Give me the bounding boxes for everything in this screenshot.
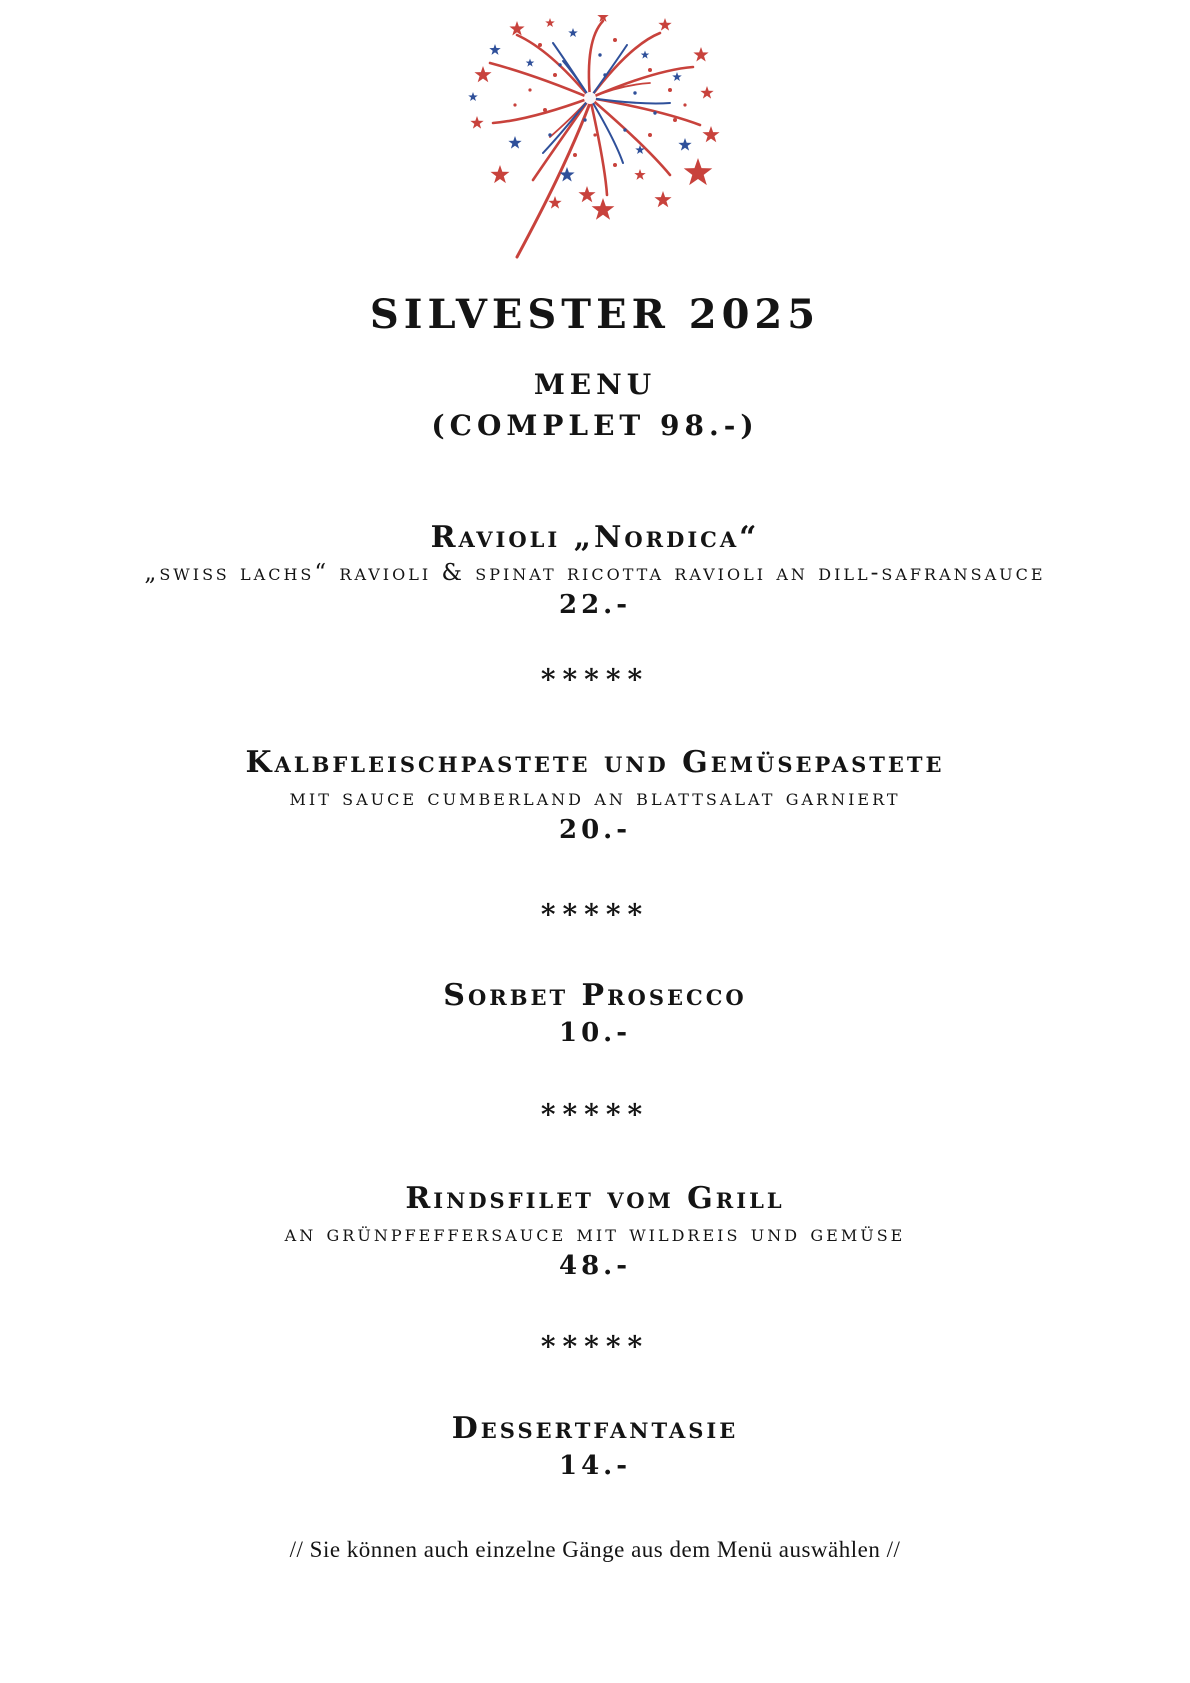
course-description: an grünpfeffersauce mit wildreis und gemüse <box>284 1221 906 1247</box>
course-description: mit sauce cumberland an blattsalat garniert <box>289 785 901 811</box>
course-title: Rindsfilet vom Grill <box>405 1181 785 1216</box>
course-title: Kalbfleischpastete und Gemüsepastete <box>245 745 945 780</box>
course-rindsfilet <box>0 1181 1190 1281</box>
course-price: 22.- <box>558 590 632 620</box>
course-title: Sorbet Prosecco <box>443 978 747 1013</box>
course-sorbet-prosecco <box>0 978 1190 1048</box>
menu-complet-price: (COMPLET 98.-) <box>431 409 759 442</box>
fireworks-icon <box>455 15 735 265</box>
course-separator: ***** <box>540 1098 650 1131</box>
course-ravioli-nordica <box>0 520 1190 620</box>
course-title: Dessertfantasie <box>451 1411 739 1446</box>
course-title: Ravioli „Nordica“ <box>430 520 760 555</box>
footer-note: // Sie können auch einzelne Gänge aus dem Menü auswählen // <box>289 1537 901 1562</box>
course-separator: ***** <box>540 1330 650 1363</box>
course-separator: ***** <box>540 898 650 931</box>
course-description: „swiss lachs“ ravioli & spinat ricotta ravioli an dill-safransauce <box>144 560 1046 586</box>
course-price: 14.- <box>558 1451 632 1481</box>
course-price: 10.- <box>558 1018 632 1048</box>
course-separator: ***** <box>540 663 650 696</box>
page-title: SILVESTER 2025 <box>369 291 821 338</box>
course-kalbfleischpastete <box>0 745 1190 845</box>
course-price: 48.- <box>558 1251 632 1281</box>
course-price: 20.- <box>558 815 632 845</box>
course-dessertfantasie <box>0 1411 1190 1481</box>
menu-label: MENU <box>533 368 657 401</box>
